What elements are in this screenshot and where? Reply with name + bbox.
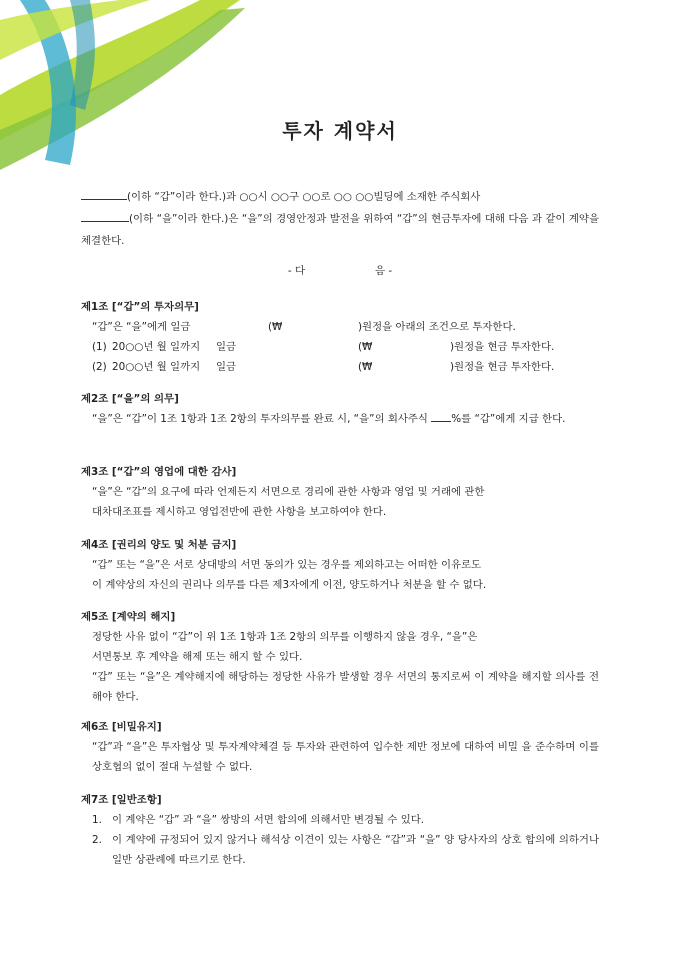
intro-line-2: (이하 “을”이라 한다.)은 “을”의 경영안정과 발전을 위하여 “갑”의 현금투자에 대해 다음 과 같이 계약을 체결한다. <box>81 213 599 247</box>
article-5-heading: 제5조 [계약의 해지] <box>81 611 176 623</box>
article-1-heading: 제1조 [“갑”의 투자의무] <box>81 301 199 313</box>
item-text: 이 계약은 “갑” 과 “을” 쌍방의 서면 합의에 의해서만 변경될 수 있다. <box>112 814 425 826</box>
article-6-body: “갑”과 “을”은 투자협상 및 투자계약체결 등 투자와 관련하여 입수한 제반 정보에 대하여 비밀 을 준수하며 이를 상호협의 없이 절대 누설할 수 없다. <box>92 741 599 773</box>
art5-line-2: 서면통보 후 계약을 해제 또는 해지 할 수 있다. <box>92 651 303 663</box>
document-title: 투자 계약서 <box>282 119 398 143</box>
da-left: - 다 <box>287 265 305 277</box>
article-3 <box>81 463 599 522</box>
item-tail: )원정을 현금 투자한다. <box>450 341 555 353</box>
article-2-body <box>81 409 599 429</box>
art4-line-2: 이 계약상의 자신의 권리나 의무를 다른 제3자에게 이전, 양도하거나 처분을 할 수 없다. <box>92 579 487 591</box>
art1-lead-a: “갑”은 “을”에게 일금 <box>92 321 191 333</box>
art5-line-3: “갑” 또는 “을”은 계약해지에 해당하는 정당한 사유가 발생할 경우 서면의 통지로써 이 계약을 해지할 의사를 전해야 한다. <box>92 671 599 703</box>
item-won: (₩ <box>358 361 373 373</box>
article-1-item <box>81 357 599 377</box>
item-no: 1. <box>92 814 102 826</box>
article-2-heading: 제2조 [“을”의 의무] <box>81 393 179 405</box>
art3-line-1: “을”은 “갑”의 요구에 따라 언제든지 서면으로 경리에 관한 사항과 영업 및 거래에 관한 <box>92 486 485 498</box>
item-no: (2) <box>92 361 107 373</box>
article-1 <box>81 298 599 377</box>
da-right: 음 - <box>375 265 393 277</box>
art2-text-a: “을”은 “갑”이 1조 1항과 1조 2항의 투자의무를 완료 시, “을”의 회사주식 <box>92 413 428 425</box>
article-3-heading: 제3조 [“갑”의 영업에 대한 감사] <box>81 466 237 478</box>
item-tail: )원정을 현금 투자한다. <box>450 361 555 373</box>
article-7-item <box>81 830 599 870</box>
article-4-body <box>81 555 599 595</box>
decorative-ribbon-graphic <box>0 0 260 175</box>
article-6 <box>81 718 599 777</box>
article-5 <box>81 608 599 707</box>
item-won: (₩ <box>358 341 373 353</box>
art1-lead-c: )원정을 아래의 조건으로 투자한다. <box>358 321 516 333</box>
article-5-body <box>81 627 599 707</box>
article-4-heading: 제4조 [권리의 양도 및 처분 금지] <box>81 539 237 551</box>
item-amount: 일금 <box>216 361 237 373</box>
article-2 <box>81 390 599 429</box>
item-date: 20○○년 월 일까지 <box>112 361 201 373</box>
article-1-lead <box>81 317 599 337</box>
article-3-body <box>81 482 599 522</box>
item-text: 이 계약에 규정되어 있지 않거나 해석상 이견이 있는 사항은 “갑”과 “을” 양 당사자의 상호 합의에 의하거나 일반 상관례에 따르기로 한다. <box>112 834 599 866</box>
intro-line-1: (이하 “갑”이라 한다.)과 ○○시 ○○구 ○○로 ○○ ○○빌딩에 소재한 주식회사 <box>127 191 481 203</box>
item-amount: 일금 <box>216 341 237 353</box>
party-b-blank[interactable] <box>81 210 129 222</box>
item-date: 20○○년 월 일까지 <box>112 341 201 353</box>
party-a-blank[interactable] <box>81 188 127 200</box>
art3-line-2: 대차대조표를 제시하고 영업전반에 관한 사항을 보고하여야 한다. <box>92 506 387 518</box>
art4-line-1: “갑” 또는 “을”은 서로 상대방의 서면 동의가 있는 경우를 제외하고는 어떠한 이유로도 <box>92 559 482 571</box>
article-7-heading: 제7조 [일반조항] <box>81 794 162 806</box>
article-7 <box>81 791 599 870</box>
article-6-heading: 제6조 [비밀유지] <box>81 721 162 733</box>
article-4 <box>81 536 599 595</box>
article-7-item <box>81 810 599 830</box>
article-1-item <box>81 337 599 357</box>
share-percent-blank[interactable] <box>431 411 451 422</box>
intro-paragraph <box>81 186 599 252</box>
da-eum-heading <box>0 262 680 277</box>
art5-line-1: 정당한 사유 없이 “갑”이 위 1조 1항과 1조 2항의 의무를 이행하지 않을 경우, “을”은 <box>92 631 478 643</box>
art2-text-b: %를 “갑”에게 지급 한다. <box>451 413 566 425</box>
art1-lead-b: (₩ <box>268 321 283 333</box>
item-no: 2. <box>92 834 102 846</box>
item-no: (1) <box>92 341 107 353</box>
